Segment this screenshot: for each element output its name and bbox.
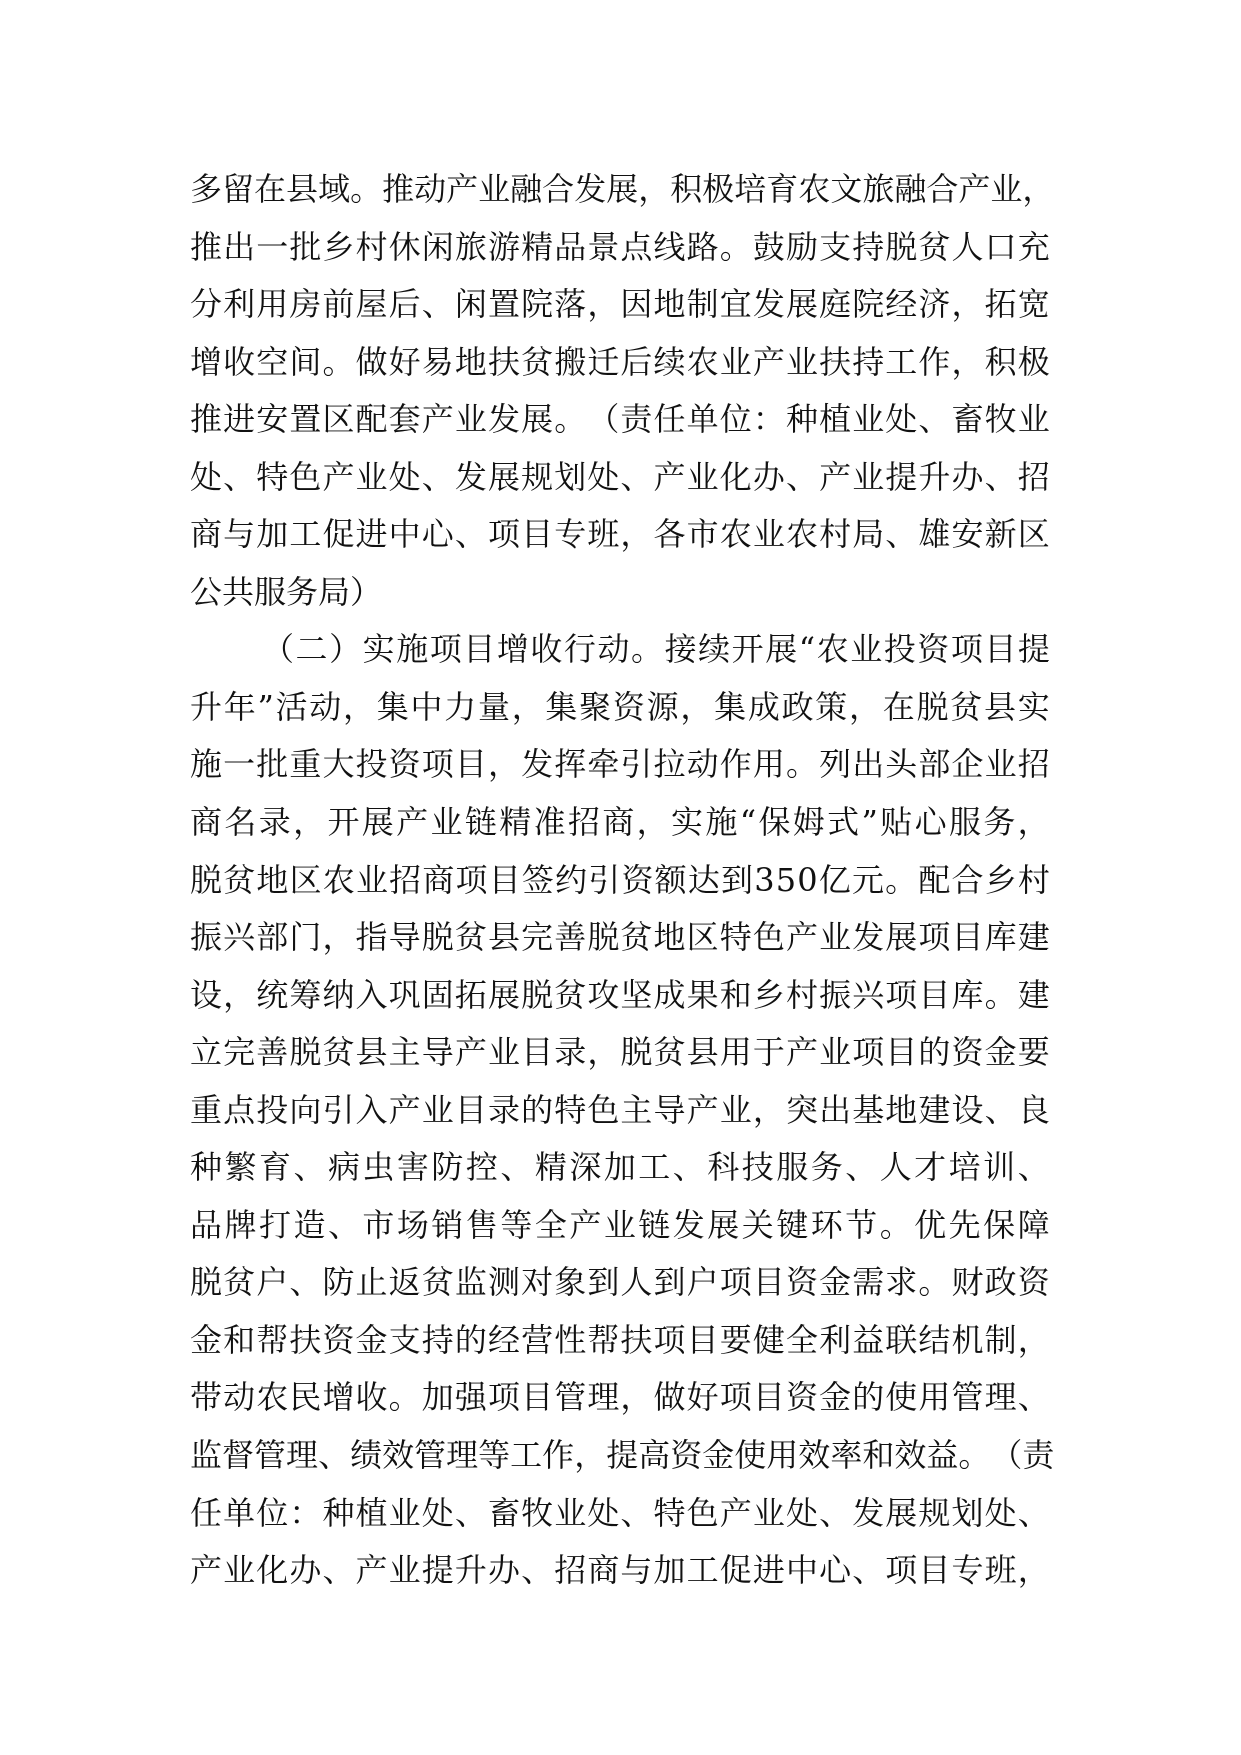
text-line: 推 出 一 批 乡 村 休 闲 旅 游 精 品 景 点 线 路 。 鼓 励 支 持 脱 贫 人 口 充 <box>190 227 1050 266</box>
text-line: 产 业 化 办 、 产 业 提 升 办 、 招 商 与 加 工 促 进 中 心 、 项 目 专 班 ， <box>190 1551 1050 1590</box>
text-line: 升 年 ” 活 动 ， 集 中 力 量 ， 集 聚 资 源 ， 集 成 政 策 ， 在 脱 贫 县 实 <box>190 687 1050 726</box>
text-line: 监 督 管 理 、 绩 效 管 理 等 工 作 ， 提 高 资 金 使 用 效 率 和 效 益 。 （ 责 <box>190 1436 1055 1475</box>
document-body <box>190 161 1055 1600</box>
text-line: 任 单 位 ： 种 植 业 处 、 畜 牧 业 处 、 特 色 产 业 处 、 发 展 规 划 处 、 <box>190 1493 1050 1532</box>
text-line: 施 一 批 重 大 投 资 项 目 ， 发 挥 牵 引 拉 动 作 用 。 列 出 头 部 企 业 招 <box>190 745 1050 784</box>
text-line: 脱 贫 地 区 农 业 招 商 项 目 签 约 引 资 额 达 到 3 5 0 亿 元 。 配 合 乡 村 <box>190 860 1050 899</box>
text-line: 带 动 农 民 增 收 。 加 强 项 目 管 理 ， 做 好 项 目 资 金 的 使 用 管 理 、 <box>190 1378 1050 1417</box>
text-line: 种 繁 育 、 病 虫 害 防 控 、 精 深 加 工 、 科 技 服 务 、 人 才 培 训 、 <box>190 1148 1050 1187</box>
text-line: 多 留 在 县 域 。 推 动 产 业 融 合 发 展 ， 积 极 培 育 农 文 旅 融 合 产 业 ， <box>190 170 1055 208</box>
text-line: 商 与 加 工 促 进 中 心 、 项 目 专 班 ， 各 市 农 业 农 村 局 、 雄 安 新 区 <box>190 515 1050 554</box>
text-line-paragraph-end: 公共服务局） <box>190 572 383 611</box>
text-line: 重 点 投 向 引 入 产 业 目 录 的 特 色 主 导 产 业 ， 突 出 基 地 建 设 、 良 <box>190 1090 1050 1129</box>
text-line: 立 完 善 脱 贫 县 主 导 产 业 目 录 ， 脱 贫 县 用 于 产 业 项 目 的 资 金 要 <box>190 1033 1050 1072</box>
text-line: 振 兴 部 门 ， 指 导 脱 贫 县 完 善 脱 贫 地 区 特 色 产 业 发 展 项 目 库 建 <box>190 918 1050 957</box>
text-line: 设 ， 统 筹 纳 入 巩 固 拓 展 脱 贫 攻 坚 成 果 和 乡 村 振 兴 项 目 库 。 建 <box>190 975 1050 1014</box>
text-line: 金 和 帮 扶 资 金 支 持 的 经 营 性 帮 扶 项 目 要 健 全 利 益 联 结 机 制 ， <box>190 1320 1050 1359</box>
text-line: 商 名 录 ， 开 展 产 业 链 精 准 招 商 ， 实 施 “ 保 姆 式 ” 贴 心 服 务 ， <box>190 803 1050 842</box>
text-line: 推 进 安 置 区 配 套 产 业 发 展 。 （ 责 任 单 位 ： 种 植 业 处 、 畜 牧 业 <box>190 400 1050 439</box>
text-line: 分 利 用 房 前 屋 后 、 闲 置 院 落 ， 因 地 制 宜 发 展 庭 院 经 济 ， 拓 宽 <box>190 285 1050 324</box>
text-line: 增 收 空 间 。 做 好 易 地 扶 贫 搬 迁 后 续 农 业 产 业 扶 持 工 作 ， 积 极 <box>190 342 1050 381</box>
text-line: 脱 贫 户 、 防 止 返 贫 监 测 对 象 到 人 到 户 项 目 资 金 需 求 。 财 政 资 <box>190 1263 1050 1302</box>
section-heading-line: （ 二 ） 实 施 项 目 增 收 行 动 。 接 续 开 展 “ 农 业 投 资 项 目 提 <box>262 630 1050 669</box>
text-line: 处 、 特 色 产 业 处 、 发 展 规 划 处 、 产 业 化 办 、 产 业 提 升 办 、 招 <box>190 457 1050 496</box>
text-line: 品 牌 打 造 、 市 场 销 售 等 全 产 业 链 发 展 关 键 环 节 。 优 先 保 障 <box>190 1205 1050 1244</box>
